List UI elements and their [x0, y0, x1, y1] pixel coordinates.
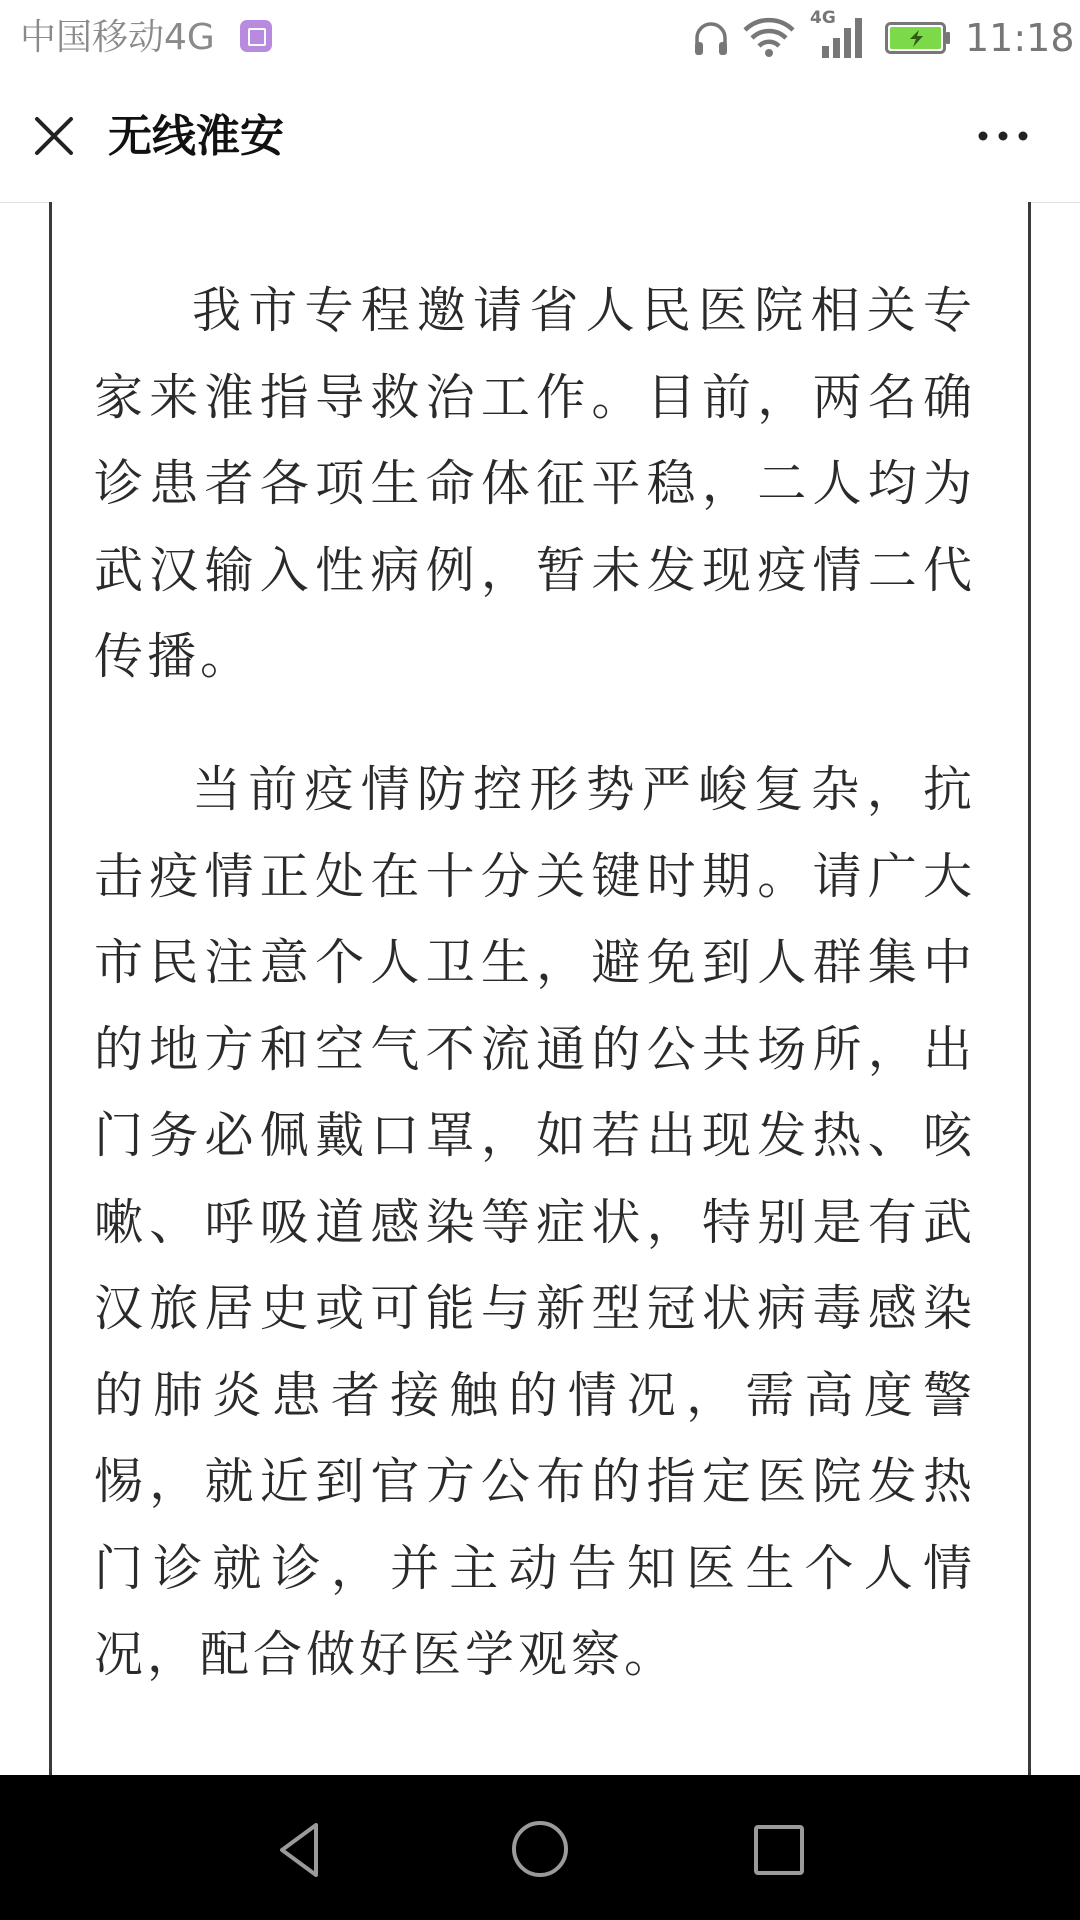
close-icon[interactable]: [34, 116, 74, 156]
clock: 11:18: [965, 16, 1075, 60]
recent-apps-icon[interactable]: [752, 1823, 806, 1877]
cell-signal-icon: [810, 12, 870, 60]
headphone-icon: [693, 18, 729, 58]
article-paragraph: 我市专程邀请省人民医院相关专家来淮指导救治工作。目前，两名确诊患者各项生命体征平稳，二人均为武汉输入性病例，暂未发现疫情二代传播。: [94, 282, 976, 685]
navigation-bar: [0, 1775, 1080, 1920]
battery-charging-icon: [885, 22, 951, 54]
network-type-badge: 4G: [810, 8, 836, 28]
wifi-icon: [742, 16, 796, 58]
article-paragraph: 当前疫情防控形势严峻复杂，抗击疫情正处在十分关键时期。请广大市民注意个人卫生，避免到人群集中的地方和空气不流通的公共场所，出门务必佩戴口罩，如若出现发热、咳嗽、呼吸道感染等症状，特别是有武汉旅居史或可能与新型冠状病毒感染的肺炎患者接触的情况，需高度警惕，就近到官方公布的指定医院发热门诊就诊，并主动告知医生个人情况，配合做好医学观察。: [94, 761, 976, 1683]
gallery-icon: [240, 20, 272, 52]
back-icon[interactable]: [270, 1819, 330, 1881]
home-icon[interactable]: [510, 1819, 570, 1879]
page-title: 无线淮安: [108, 111, 284, 162]
article-body: [49, 202, 1031, 1775]
carrier-name: 中国移动4G: [20, 17, 215, 58]
status-bar: [0, 0, 1080, 78]
more-icon[interactable]: [975, 128, 1031, 144]
app-bar: [0, 78, 1080, 203]
